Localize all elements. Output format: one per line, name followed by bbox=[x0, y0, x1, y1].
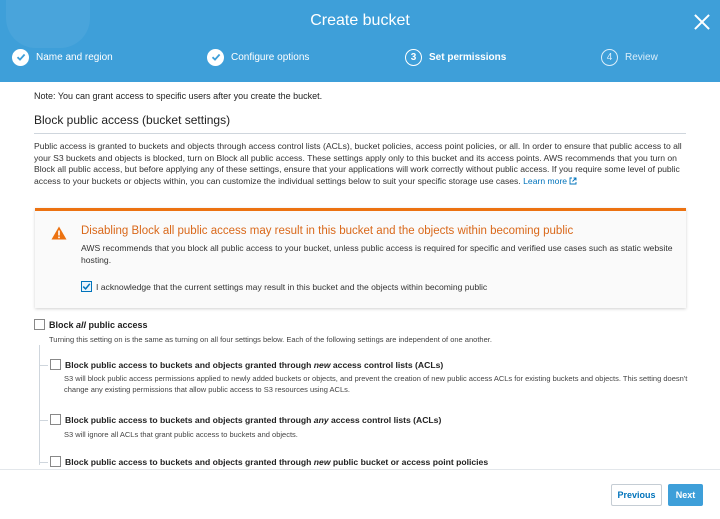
label-suffix: access control lists (ACLs) bbox=[330, 359, 444, 370]
learn-more-link[interactable] bbox=[523, 176, 577, 186]
modal-header bbox=[0, 0, 720, 82]
divider bbox=[34, 133, 686, 134]
section-description bbox=[34, 141, 689, 187]
learn-more-label: Learn more bbox=[523, 175, 568, 186]
wizard-steps bbox=[0, 46, 720, 68]
label-prefix: Block public access to buckets and objects granted through bbox=[65, 456, 314, 467]
step-configure-options[interactable] bbox=[207, 46, 309, 68]
option-label bbox=[65, 360, 443, 370]
block-new-policies-option bbox=[50, 456, 488, 467]
step-label: Set permissions bbox=[429, 51, 507, 63]
step-set-permissions[interactable] bbox=[405, 46, 506, 68]
block-new-acls-checkbox[interactable] bbox=[50, 359, 61, 370]
option-label bbox=[65, 415, 441, 425]
modal-body bbox=[0, 82, 720, 519]
label-emphasis: new bbox=[313, 456, 331, 467]
label-suffix: access control lists (ACLs) bbox=[328, 414, 442, 425]
block-all-description: Turning this setting on is the same as turning on all four settings below. Each of the following settings are independent of one another. bbox=[49, 335, 492, 344]
acknowledge-label: I acknowledge that the current settings may result in this bucket and the objects within becoming public bbox=[96, 281, 488, 292]
option-label bbox=[65, 457, 488, 467]
section-title: Block public access (bucket settings) bbox=[34, 113, 231, 127]
block-any-acls-checkbox[interactable] bbox=[50, 414, 61, 425]
warning-icon bbox=[51, 226, 67, 240]
step-name-and-region[interactable] bbox=[12, 46, 113, 68]
modal-title: Create bucket bbox=[310, 12, 410, 29]
acknowledge-row bbox=[81, 281, 487, 292]
block-new-policies-checkbox[interactable] bbox=[50, 456, 61, 467]
option-description: S3 will ignore all ACLs that grant public access to buckets and objects. bbox=[64, 430, 298, 439]
block-all-option bbox=[34, 319, 148, 330]
warning-alert bbox=[35, 208, 686, 308]
label-emphasis: any bbox=[313, 414, 329, 425]
label-suffix: public access bbox=[86, 319, 148, 330]
step-label: Configure options bbox=[231, 51, 310, 63]
close-icon[interactable] bbox=[694, 14, 710, 30]
acknowledge-checkbox[interactable] bbox=[81, 281, 92, 292]
check-icon bbox=[82, 282, 91, 291]
label-prefix: Block public access to buckets and objects granted through bbox=[65, 414, 314, 425]
label-emphasis: new bbox=[313, 359, 331, 370]
check-icon bbox=[12, 49, 29, 66]
option-description: S3 will block public access permissions applied to newly added buckets or objects, and prevent the creation of new public access ACLs for existing buckets and objects. This setting doesn't change any existing permissions that allow public access to S3 resources using ACLs. bbox=[64, 374, 688, 394]
warning-title: Disabling Block all public access may result in this bucket and the objects within becoming public bbox=[81, 225, 574, 237]
label-suffix: public bucket or access point policies bbox=[330, 456, 489, 467]
step-review[interactable] bbox=[601, 46, 658, 68]
label-emphasis: all bbox=[76, 319, 87, 330]
step-label: Review bbox=[625, 51, 658, 63]
previous-button[interactable]: Previous bbox=[611, 484, 662, 506]
note-text: Note: You can grant access to specific users after you create the bucket. bbox=[34, 91, 323, 101]
block-new-acls-option bbox=[50, 359, 443, 370]
label-prefix: Block public access to buckets and objects granted through bbox=[65, 359, 314, 370]
step-number: 4 bbox=[601, 49, 618, 66]
warning-text: AWS recommends that you block all public access to your bucket, unless public access is required for specific and verified use cases such as static website hosting. bbox=[81, 243, 673, 265]
description-text: Public access is granted to buckets and objects through access control lists (ACLs), bucket policies, access point policies, or all. In order to ensure that public access to all your S3 buckets and objects is blocked, turn on Block all public access. These settings apply only to this bucket and its access points. AWS recommends that you turn on Block all public access, but before applying any of these settings, ensure that your applications will work correctly without public access. If you require some level of public access to your buckets or objects within, you can customize the individual settings below to suit your specific storage use cases. bbox=[34, 141, 682, 186]
block-all-checkbox[interactable] bbox=[34, 319, 45, 330]
tree-branch bbox=[39, 462, 48, 463]
label-prefix: Block bbox=[49, 319, 77, 330]
block-any-acls-option bbox=[50, 414, 441, 425]
step-label: Name and region bbox=[36, 51, 113, 63]
modal-footer bbox=[0, 469, 720, 519]
tree-branch bbox=[39, 365, 48, 366]
next-button[interactable]: Next bbox=[668, 484, 703, 506]
tree-line bbox=[39, 345, 40, 465]
tree-branch bbox=[39, 420, 48, 421]
block-all-label bbox=[49, 320, 148, 330]
step-number: 3 bbox=[405, 49, 422, 66]
check-icon bbox=[207, 49, 224, 66]
external-link-icon bbox=[569, 177, 577, 185]
